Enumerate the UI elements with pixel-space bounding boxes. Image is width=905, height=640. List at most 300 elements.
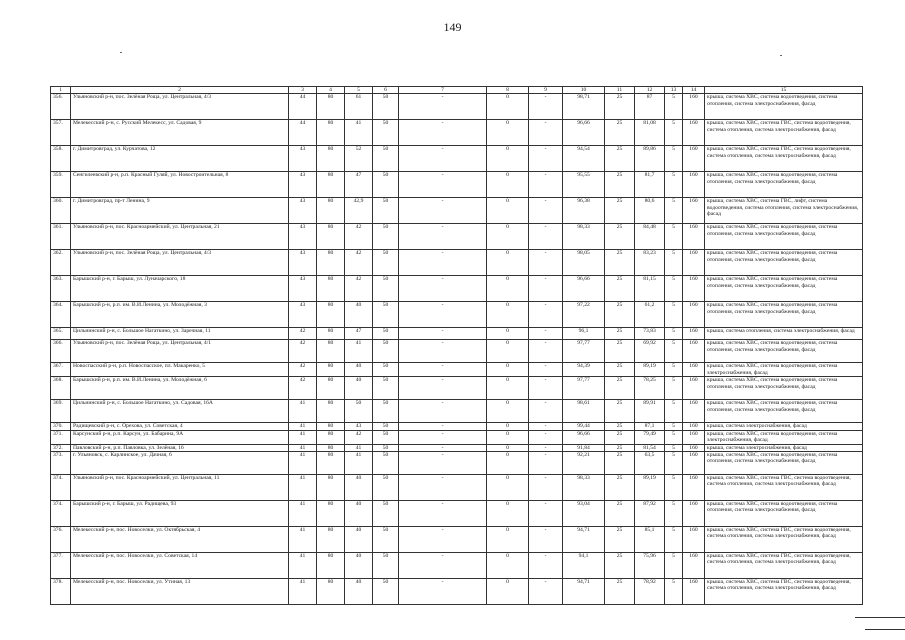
cell-value-4: 80 xyxy=(317,363,345,377)
cell-value-6: 50 xyxy=(373,444,399,451)
cell-work-types: крыша, система ХВС, система водоотведения, система электроснабжения, фасад xyxy=(705,430,863,444)
column-header: 14 xyxy=(683,87,705,94)
cell-value-11: 25 xyxy=(605,430,635,444)
cell-value-8: 0 xyxy=(487,474,529,500)
cell-value-4: 80 xyxy=(317,146,345,172)
cell-value-13: 5 xyxy=(665,500,683,526)
cell-value-10: 96,1 xyxy=(563,328,605,340)
cell-value-3: 42 xyxy=(289,328,317,340)
cell-row-number: 374. xyxy=(51,474,71,500)
cell-value-12: 81,7 xyxy=(635,172,665,198)
cell-value-12: 89,86 xyxy=(635,146,665,172)
cell-value-5: 43 xyxy=(345,423,373,430)
cell-value-14: 160 xyxy=(683,423,705,430)
cell-row-number: 377. xyxy=(51,552,71,578)
cell-value-3: 43 xyxy=(289,146,317,172)
cell-row-number: 361. xyxy=(51,224,71,250)
cell-value-8: 0 xyxy=(487,451,529,474)
table-row xyxy=(51,474,863,500)
cell-value-12: 73,83 xyxy=(635,328,665,340)
cell-value-12: 89,91 xyxy=(635,400,665,423)
cell-row-number: 369. xyxy=(51,400,71,423)
column-header: 5 xyxy=(345,87,373,94)
cell-value-4: 80 xyxy=(317,430,345,444)
cell-value-5: 41 xyxy=(345,451,373,474)
cell-value-12: 78,92 xyxy=(635,578,665,604)
cell-value-5: 50 xyxy=(345,400,373,423)
cell-address: Радищевский р-н, с. Орехова, ул. Советская, 4 xyxy=(71,423,289,430)
cell-value-10: 98,05 xyxy=(563,250,605,276)
cell-value-11: 25 xyxy=(605,474,635,500)
header-row xyxy=(51,87,863,94)
cell-value-3: 41 xyxy=(289,474,317,500)
cell-value-3: 43 xyxy=(289,198,317,224)
cell-value-9: - xyxy=(529,451,563,474)
cell-value-10: 97,77 xyxy=(563,377,605,400)
cell-value-7: - xyxy=(399,400,487,423)
cell-value-9: - xyxy=(529,172,563,198)
cell-value-11: 25 xyxy=(605,172,635,198)
cell-value-6: 50 xyxy=(373,474,399,500)
cell-value-9: - xyxy=(529,578,563,604)
table-row xyxy=(51,500,863,526)
cell-row-number: 363. xyxy=(51,276,71,302)
table-row xyxy=(51,400,863,423)
cell-value-6: 50 xyxy=(373,276,399,302)
cell-value-9: - xyxy=(529,363,563,377)
cell-value-3: 41 xyxy=(289,444,317,451)
cell-value-6: 50 xyxy=(373,340,399,363)
cell-work-types: крыша, система ХВС, система водоотведения, система отопления, система электроснабжения, фасад xyxy=(705,302,863,328)
cell-value-5: 40 xyxy=(345,500,373,526)
cell-value-4: 80 xyxy=(317,172,345,198)
cell-value-11: 25 xyxy=(605,578,635,604)
cell-value-10: 96,66 xyxy=(563,276,605,302)
cell-value-5: 42 xyxy=(345,250,373,276)
cell-value-12: 85,1 xyxy=(635,526,665,552)
cell-value-6: 50 xyxy=(373,526,399,552)
cell-value-4: 80 xyxy=(317,500,345,526)
cell-value-11: 25 xyxy=(605,328,635,340)
cell-value-4: 80 xyxy=(317,552,345,578)
cell-value-10: 97,22 xyxy=(563,302,605,328)
cell-value-11: 25 xyxy=(605,120,635,146)
cell-row-number: 366. xyxy=(51,340,71,363)
cell-value-6: 50 xyxy=(373,302,399,328)
cell-value-8: 0 xyxy=(487,400,529,423)
cell-work-types: крыша, система ХВС, система ГВС, лифт, система водоотведения, система отопления, система электроснабжения, фасад xyxy=(705,198,863,224)
cell-value-11: 25 xyxy=(605,363,635,377)
column-header: 4 xyxy=(317,87,345,94)
cell-address: Павловский р-н, р.п. Павловка, ул. Зелёная, 16 xyxy=(71,444,289,451)
cell-row-number: 362. xyxy=(51,250,71,276)
cell-value-5: 40 xyxy=(345,552,373,578)
cell-value-3: 42 xyxy=(289,377,317,400)
cell-value-3: 42 xyxy=(289,363,317,377)
cell-value-9: - xyxy=(529,146,563,172)
table-row xyxy=(51,224,863,250)
cell-value-9: - xyxy=(529,198,563,224)
cell-value-5: 40 xyxy=(345,474,373,500)
cell-value-6: 50 xyxy=(373,172,399,198)
column-header: 10 xyxy=(563,87,605,94)
cell-value-4: 80 xyxy=(317,250,345,276)
table-row xyxy=(51,526,863,552)
cell-value-13: 5 xyxy=(665,400,683,423)
cell-value-4: 80 xyxy=(317,302,345,328)
cell-value-8: 0 xyxy=(487,120,529,146)
cell-value-10: 96,38 xyxy=(563,198,605,224)
cell-value-14: 160 xyxy=(683,377,705,400)
cell-value-14: 160 xyxy=(683,526,705,552)
cell-value-9: - xyxy=(529,302,563,328)
cell-value-4: 80 xyxy=(317,198,345,224)
cell-value-7: - xyxy=(399,146,487,172)
cell-address: Мелекесский р-н, пос. Новоселки, ул. Утиная, 13 xyxy=(71,578,289,604)
cell-address: Ульяновский р-н, пос. Красноармейский, ул. Центральная, 11 xyxy=(71,474,289,500)
cell-value-6: 50 xyxy=(373,423,399,430)
cell-value-12: 84,48 xyxy=(635,224,665,250)
table-row xyxy=(51,94,863,120)
cell-value-10: 94,39 xyxy=(563,363,605,377)
cell-value-11: 25 xyxy=(605,423,635,430)
cell-value-14: 160 xyxy=(683,250,705,276)
cell-work-types: крыша, система ХВС, система водоотведения, система электроснабжения, фасад xyxy=(705,363,863,377)
cell-row-number: 358. xyxy=(51,146,71,172)
cell-value-7: - xyxy=(399,552,487,578)
cell-value-10: 99,44 xyxy=(563,423,605,430)
cell-value-14: 160 xyxy=(683,552,705,578)
cell-value-13: 5 xyxy=(665,250,683,276)
cell-value-5: 47 xyxy=(345,328,373,340)
cell-value-5: 40 xyxy=(345,578,373,604)
cell-value-5: 40 xyxy=(345,363,373,377)
cell-value-5: 42 xyxy=(345,430,373,444)
cell-value-7: - xyxy=(399,340,487,363)
cell-value-13: 5 xyxy=(665,474,683,500)
cell-value-13: 5 xyxy=(665,276,683,302)
cell-work-types: крыша, система ХВС, система водоотведения, система отопления, система электроснабжения, фасад xyxy=(705,340,863,363)
cell-address: Барышский р-н, р.п. им. В.И.Ленина, ул. Молодёжная, 6 xyxy=(71,377,289,400)
cell-value-8: 0 xyxy=(487,94,529,120)
cell-value-10: 98,33 xyxy=(563,224,605,250)
cell-value-11: 25 xyxy=(605,340,635,363)
cell-value-8: 0 xyxy=(487,172,529,198)
cell-value-14: 160 xyxy=(683,198,705,224)
cell-value-6: 50 xyxy=(373,430,399,444)
column-header: 7 xyxy=(399,87,487,94)
cell-value-11: 25 xyxy=(605,276,635,302)
cell-value-3: 41 xyxy=(289,526,317,552)
cell-value-9: - xyxy=(529,94,563,120)
table-row xyxy=(51,120,863,146)
cell-value-12: 69,92 xyxy=(635,340,665,363)
cell-value-9: - xyxy=(529,552,563,578)
cell-value-11: 25 xyxy=(605,94,635,120)
cell-value-10: 96,66 xyxy=(563,430,605,444)
cell-work-types: крыша, система электроснабжения, фасад xyxy=(705,444,863,451)
cell-value-5: 42,9 xyxy=(345,198,373,224)
cell-value-5: 41 xyxy=(345,340,373,363)
column-header: 1 xyxy=(51,87,71,94)
cell-address: Мелекесский р-н, пос. Новоселки, ул. Октябрьская, 4 xyxy=(71,526,289,552)
cell-value-14: 160 xyxy=(683,120,705,146)
cell-value-8: 0 xyxy=(487,146,529,172)
cell-address: г. Димитровград, пр-т Ленина, 9 xyxy=(71,198,289,224)
cell-value-12: 87 xyxy=(635,94,665,120)
cell-value-13: 5 xyxy=(665,578,683,604)
cell-address: Сенгилеевский р-н, р.п. Красный Гуляй, ул. Новостроительная, 8 xyxy=(71,172,289,198)
cell-value-13: 5 xyxy=(665,172,683,198)
cell-value-12: 61,2 xyxy=(635,302,665,328)
cell-value-12: 87,1 xyxy=(635,423,665,430)
cell-value-11: 25 xyxy=(605,302,635,328)
cell-value-8: 0 xyxy=(487,340,529,363)
cell-value-6: 50 xyxy=(373,146,399,172)
cell-value-14: 160 xyxy=(683,302,705,328)
cell-work-types: крыша, система ХВС, система водоотведения, система отопления, система электроснабжения, фасад xyxy=(705,451,863,474)
cell-value-3: 41 xyxy=(289,400,317,423)
cell-value-13: 5 xyxy=(665,526,683,552)
cell-value-10: 93,04 xyxy=(563,500,605,526)
cell-value-7: - xyxy=(399,250,487,276)
cell-row-number: 378. xyxy=(51,578,71,604)
table-row xyxy=(51,250,863,276)
table-row xyxy=(51,430,863,444)
cell-value-4: 80 xyxy=(317,340,345,363)
cell-value-5: 40 xyxy=(345,377,373,400)
cell-work-types: крыша, система ХВС, система водоотведения, система отопления, система электроснабжения, фасад xyxy=(705,400,863,423)
cell-address: Барышский р-н, р.п. им. В.И.Ленина, ул. Молодёжная, 3 xyxy=(71,302,289,328)
cell-value-7: - xyxy=(399,444,487,451)
cell-value-11: 25 xyxy=(605,444,635,451)
cell-value-5: 42 xyxy=(345,224,373,250)
cell-value-12: 75,96 xyxy=(635,552,665,578)
column-header: 13 xyxy=(665,87,683,94)
register-table xyxy=(50,86,863,605)
cell-address: Мелекесский р-н, пос. Новоселки, ул. Советская, 14 xyxy=(71,552,289,578)
cell-value-5: 47 xyxy=(345,172,373,198)
table-row xyxy=(51,172,863,198)
cell-value-8: 0 xyxy=(487,500,529,526)
cell-value-7: - xyxy=(399,423,487,430)
column-header: 8 xyxy=(487,87,529,94)
cell-value-6: 50 xyxy=(373,94,399,120)
cell-work-types: крыша, система ХВС, система ГВС, система водоотведения, система отопления, система электроснабжения, фасад xyxy=(705,578,863,604)
cell-row-number: 368. xyxy=(51,377,71,400)
cell-value-8: 0 xyxy=(487,328,529,340)
cell-address: г. Димитровград, ул. Курчатова, 12 xyxy=(71,146,289,172)
cell-value-8: 0 xyxy=(487,552,529,578)
page-edge-line xyxy=(865,629,905,630)
cell-value-6: 50 xyxy=(373,120,399,146)
table-row xyxy=(51,444,863,451)
cell-value-8: 0 xyxy=(487,526,529,552)
cell-value-3: 43 xyxy=(289,302,317,328)
cell-row-number: 370. xyxy=(51,423,71,430)
cell-value-10: 94,71 xyxy=(563,526,605,552)
cell-value-9: - xyxy=(529,340,563,363)
cell-value-12: 89,19 xyxy=(635,474,665,500)
cell-work-types: крыша, система ХВС, система водоотведения, система отопления, система электроснабжения, фасад xyxy=(705,500,863,526)
cell-value-13: 5 xyxy=(665,302,683,328)
cell-work-types: крыша, система ХВС, система водоотведения, система отопления, система электроснабжения, фасад xyxy=(705,172,863,198)
cell-value-13: 5 xyxy=(665,363,683,377)
cell-value-8: 0 xyxy=(487,430,529,444)
cell-value-4: 80 xyxy=(317,120,345,146)
table-row xyxy=(51,198,863,224)
cell-value-5: 40 xyxy=(345,302,373,328)
cell-address: Ульяновский р-н, пос. Зелёная Роща, ул. Центральная, 4/1 xyxy=(71,340,289,363)
cell-value-14: 160 xyxy=(683,328,705,340)
cell-address: Цильнинский р-н, с. Большое Нагаткино, ул. Садовая, 16А xyxy=(71,400,289,423)
cell-value-10: 98,71 xyxy=(563,94,605,120)
cell-value-3: 44 xyxy=(289,120,317,146)
cell-value-4: 80 xyxy=(317,444,345,451)
cell-value-13: 5 xyxy=(665,94,683,120)
cell-value-9: - xyxy=(529,250,563,276)
column-header: 3 xyxy=(289,87,317,94)
cell-value-12: 81,08 xyxy=(635,120,665,146)
page-number: 149 xyxy=(443,20,462,34)
cell-value-3: 42 xyxy=(289,340,317,363)
cell-value-7: - xyxy=(399,363,487,377)
cell-value-9: - xyxy=(529,377,563,400)
column-header: 15 xyxy=(705,87,863,94)
cell-value-7: - xyxy=(399,224,487,250)
cell-value-9: - xyxy=(529,400,563,423)
cell-value-5: 40 xyxy=(345,526,373,552)
cell-row-number: 373. xyxy=(51,451,71,474)
cell-value-7: - xyxy=(399,328,487,340)
cell-row-number: 357. xyxy=(51,120,71,146)
cell-value-12: 87,92 xyxy=(635,500,665,526)
cell-address: Ульяновский р-н, пос. Зелёная Роща, ул. Центральная, 4/3 xyxy=(71,250,289,276)
cell-address: Карсунский р-н, р.п. Карсун, ул. Бабарина, 9А xyxy=(71,430,289,444)
cell-value-14: 160 xyxy=(683,400,705,423)
cell-value-9: - xyxy=(529,526,563,552)
cell-value-12: 78,25 xyxy=(635,377,665,400)
cell-value-14: 160 xyxy=(683,444,705,451)
cell-value-3: 41 xyxy=(289,578,317,604)
cell-value-10: 98,61 xyxy=(563,400,605,423)
cell-row-number: 367. xyxy=(51,363,71,377)
cell-value-11: 25 xyxy=(605,500,635,526)
cell-address: Ульяновский р-н, пос. Зелёная Роща, ул. Центральная, 4/3 xyxy=(71,94,289,120)
cell-value-7: - xyxy=(399,451,487,474)
cell-value-12: 79,49 xyxy=(635,430,665,444)
cell-value-10: 92,21 xyxy=(563,451,605,474)
cell-value-8: 0 xyxy=(487,276,529,302)
cell-value-13: 5 xyxy=(665,120,683,146)
cell-value-10: 91,84 xyxy=(563,444,605,451)
cell-value-10: 96,66 xyxy=(563,120,605,146)
cell-value-3: 41 xyxy=(289,552,317,578)
cell-work-types: крыша, система ХВС, система водоотведения, система отопления, система электроснабжения, фасад xyxy=(705,94,863,120)
cell-value-14: 160 xyxy=(683,276,705,302)
cell-value-7: - xyxy=(399,198,487,224)
cell-value-13: 5 xyxy=(665,377,683,400)
cell-value-14: 160 xyxy=(683,430,705,444)
table-row xyxy=(51,146,863,172)
cell-value-4: 80 xyxy=(317,377,345,400)
cell-value-6: 50 xyxy=(373,552,399,578)
cell-value-14: 160 xyxy=(683,172,705,198)
cell-value-12: 80,6 xyxy=(635,198,665,224)
cell-value-14: 160 xyxy=(683,474,705,500)
cell-value-13: 5 xyxy=(665,146,683,172)
cell-row-number: 365. xyxy=(51,328,71,340)
cell-row-number: 360. xyxy=(51,198,71,224)
cell-value-9: - xyxy=(529,474,563,500)
table-row xyxy=(51,377,863,400)
table-row xyxy=(51,552,863,578)
cell-value-10: 97,77 xyxy=(563,340,605,363)
column-header: 2 xyxy=(71,87,289,94)
cell-row-number: 374. xyxy=(51,500,71,526)
table-row xyxy=(51,578,863,604)
cell-work-types: крыша, система ХВС, система ГВС, система водоотведения, система отопления, система электроснабжения, фасад xyxy=(705,552,863,578)
cell-work-types: крыша, система ХВС, система водоотведения, система отопления, система электроснабжения, фасад xyxy=(705,276,863,302)
cell-value-14: 160 xyxy=(683,500,705,526)
cell-value-12: 83,23 xyxy=(635,250,665,276)
cell-value-11: 25 xyxy=(605,400,635,423)
cell-value-12: 81,54 xyxy=(635,444,665,451)
cell-value-4: 80 xyxy=(317,328,345,340)
cell-address: г. Ульяновск, с. Карлинское, ул. Дачная, 6 xyxy=(71,451,289,474)
cell-value-3: 43 xyxy=(289,276,317,302)
cell-value-8: 0 xyxy=(487,444,529,451)
cell-value-8: 0 xyxy=(487,363,529,377)
cell-value-14: 160 xyxy=(683,363,705,377)
cell-value-7: - xyxy=(399,377,487,400)
cell-value-11: 25 xyxy=(605,198,635,224)
table-row xyxy=(51,340,863,363)
cell-value-3: 43 xyxy=(289,172,317,198)
cell-value-12: 81,15 xyxy=(635,276,665,302)
cell-value-3: 41 xyxy=(289,430,317,444)
table-row xyxy=(51,423,863,430)
cell-row-number: 371. xyxy=(51,430,71,444)
cell-row-number: 372. xyxy=(51,444,71,451)
cell-value-13: 5 xyxy=(665,444,683,451)
cell-value-9: - xyxy=(529,423,563,430)
cell-value-5: 41 xyxy=(345,120,373,146)
cell-value-13: 5 xyxy=(665,224,683,250)
cell-value-3: 44 xyxy=(289,94,317,120)
cell-value-6: 50 xyxy=(373,377,399,400)
cell-value-6: 50 xyxy=(373,400,399,423)
scan-speck xyxy=(120,52,122,53)
cell-value-4: 80 xyxy=(317,423,345,430)
cell-value-4: 80 xyxy=(317,451,345,474)
cell-value-5: 52 xyxy=(345,146,373,172)
cell-value-8: 0 xyxy=(487,302,529,328)
column-header: 12 xyxy=(635,87,665,94)
cell-value-6: 50 xyxy=(373,578,399,604)
cell-value-11: 25 xyxy=(605,526,635,552)
cell-value-14: 160 xyxy=(683,94,705,120)
cell-address: Новоспасский р-н, р.п. Новоспасское, пл. Макаренко, 5 xyxy=(71,363,289,377)
table-row xyxy=(51,363,863,377)
cell-value-10: 98,33 xyxy=(563,474,605,500)
cell-work-types: крыша, система ХВС, система ГВС, система водоотведения, система отопления, система электроснабжения, фасад xyxy=(705,120,863,146)
cell-value-4: 80 xyxy=(317,400,345,423)
cell-work-types: крыша, система ХВС, система водоотведения, система отопления, система электроснабжения, фасад xyxy=(705,377,863,400)
cell-value-11: 25 xyxy=(605,377,635,400)
cell-value-10: 94,71 xyxy=(563,578,605,604)
cell-value-14: 160 xyxy=(683,451,705,474)
